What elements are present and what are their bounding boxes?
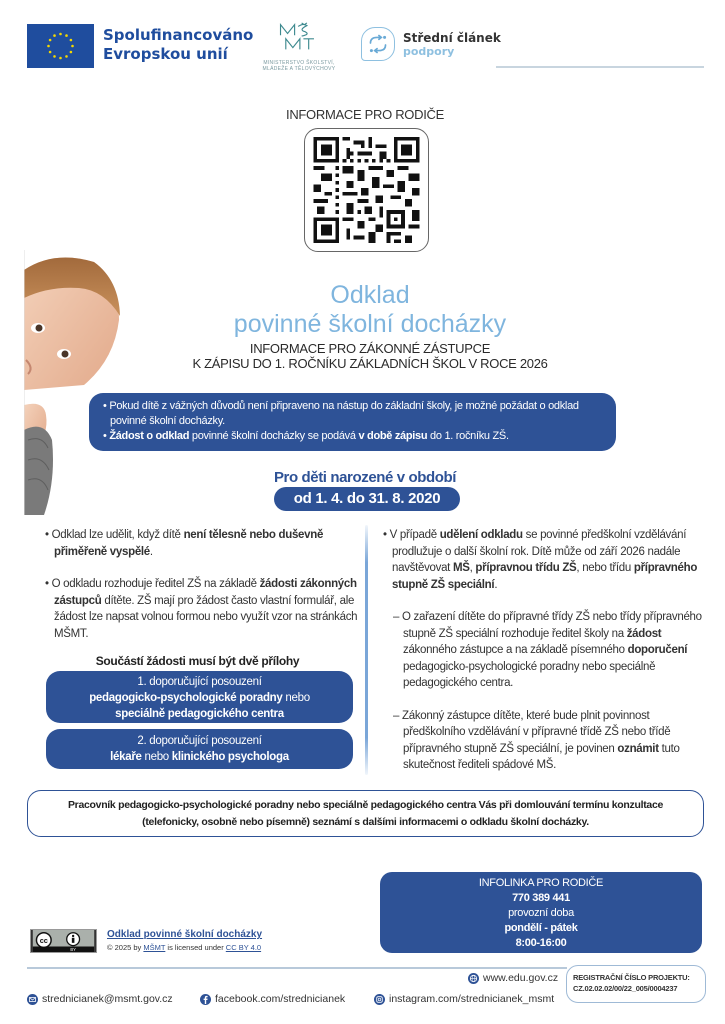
consultation-notice: Pracovník pedagogicko-psychologické poradny nebo speciálně pedagogického centra Vás při domlouvání termínu konzultace (telefonicky, osobně nebo písemně) seznámí s dalšími informacemi o odkladu školní docházky. xyxy=(27,790,704,837)
msmt-logo xyxy=(252,22,346,72)
eu-text-line1: Spolufinancováno xyxy=(103,26,254,44)
license-name-link[interactable]: CC BY 4.0 xyxy=(225,943,262,952)
title-line2: povinné školní docházky xyxy=(233,310,507,338)
title-line1: Odklad xyxy=(330,281,410,309)
infoline-title: INFOLINKA PRO RODIČE xyxy=(478,877,604,889)
license-author-link[interactable]: MŠMT xyxy=(143,943,166,952)
intro-bullet-1: • Pokud dítě z vážných důvodů není připraveno na nástup do základní školy, je možné požádat o odklad xyxy=(103,400,579,412)
stredni-clanek-logo-icon xyxy=(361,27,395,61)
qr-code-icon xyxy=(313,137,420,243)
qr-label: INFORMACE PRO RODIČE xyxy=(286,107,444,122)
svg-text:BY: BY xyxy=(70,947,76,952)
intro-box: • Pokud dítě z vážných důvodů není připraveno na nástup do základní školy, je možné požádat o odklad povinné školní docházky. • Žádost o odklad povinné školní docházky se podává v době zápisu do 1. ročníku ZŠ. xyxy=(89,393,616,451)
license-work-title-link[interactable]: Odklad povinné školní docházky xyxy=(107,929,263,940)
attachment-2-box: 2. doporučující posouzení lékaře nebo klinického psychologa xyxy=(46,729,353,769)
cc-by-badge-icon[interactable] xyxy=(30,929,97,953)
project-registration-box: REGISTRAČNÍ ČÍSLO PROJEKTU: CZ.02.02.02/00/22_005/0004237 xyxy=(566,965,706,1003)
infoline-box xyxy=(380,872,702,953)
svg-text:cc: cc xyxy=(39,935,48,945)
eu-flag-logo xyxy=(27,24,94,68)
infoline-hours-label: provozní doba xyxy=(508,907,574,919)
infoline-days: pondělí - pátek xyxy=(504,922,578,934)
stredni-clanek-logo-text: Střední článek podpory xyxy=(403,31,501,58)
infoline-hours: 8:00-16:00 xyxy=(515,937,567,949)
qr-code[interactable] xyxy=(304,128,429,252)
footer-instagram-link[interactable]: instagram.com/strednicianek_msmt xyxy=(374,993,554,1005)
period-label: Pro děti narozené v období xyxy=(273,469,457,486)
right-dash-2: – Zákonný zástupce dítěte, které bude plnit povinnost předškolního vzdělávání v přípravné třídě ZŠ nebo třídě přípravného stupně ZŠ speciální, je povinen oznámit tuto skutečnost řediteli spádové MŠ. xyxy=(393,709,680,771)
subtitle: INFORMACE PRO ZÁKONNÉ ZÁSTUPCE K ZÁPISU DO 1. ROČNÍKU ZÁKLADNÍCH ŠKOL V ROCE 2026 xyxy=(192,341,548,371)
attachment-1-box: 1. doporučující posouzení pedagogicko-psychologické poradny nebo speciálně pedagogického centra xyxy=(46,671,353,723)
period-range-badge: od 1. 4. do 31. 8. 2020 xyxy=(274,487,460,511)
email-icon xyxy=(27,994,38,1005)
footer-facebook-link[interactable]: facebook.com/strednicianek xyxy=(200,993,345,1005)
left-bullet-1: • Odklad lze udělit, když dítě není tělesně nebo duševně přiměřeně vyspělé. xyxy=(45,529,324,558)
facebook-icon xyxy=(200,994,211,1005)
column-divider xyxy=(365,525,368,775)
peeking-child-photo xyxy=(24,250,124,515)
license-line: © 2025 by MŠMT is licensed under CC BY 4.0 xyxy=(107,943,262,952)
footer-divider xyxy=(27,967,567,969)
attachments-heading: Součástí žádosti musí být dvě přílohy xyxy=(95,654,300,668)
right-dash-1: – O zařazení dítěte do přípravné třídy ZŠ nebo třídy přípravného stupně ZŠ speciální rozhoduje ředitel školy na žádost zákonného zástupce a na základě písemného doporučení pedagogicko-psychologické poradny nebo speciálně pedagogického centra. xyxy=(393,611,702,689)
infoline-phone[interactable]: 770 389 441 xyxy=(512,892,570,904)
right-column xyxy=(383,527,703,790)
msmt-monogram-icon xyxy=(277,22,321,52)
eu-cofinanced-text xyxy=(103,26,253,64)
left-bullet-2: • O odkladu rozhoduje ředitel ZŠ na základě žádosti zákonných zástupců dítěte. ZŠ mají pro žádost často vlastní formulář, ale žádost lze napsat volnou formou nebo využít vzor na stránkách MŠMT. xyxy=(45,578,358,640)
msmt-logo-mark xyxy=(252,22,346,54)
right-bullet-1: • V případě udělení odkladu se povinné předškolní vzdělávání prodlužuje o další školní rok. Dítě může od září 2026 nadále navštěvovat MŠ, přípravnou třídu ZŠ, nebo třídu přípravného stupně ZŠ speciální. xyxy=(383,529,698,591)
left-column xyxy=(45,527,365,658)
footer-email-link[interactable]: strednicianek@msmt.gov.cz xyxy=(27,993,173,1005)
header-divider xyxy=(496,66,704,68)
globe-icon xyxy=(468,973,479,984)
eu-stars-icon xyxy=(27,24,94,68)
eu-text-line2: Evropskou unií xyxy=(103,45,228,63)
intro-bullet-2: • Žádost o odklad povinné školní docházky se podává v době zápisu do 1. ročníku ZŠ. xyxy=(103,430,509,442)
instagram-icon xyxy=(374,994,385,1005)
footer-web-link[interactable]: www.edu.gov.cz xyxy=(468,972,558,984)
msmt-logo-subtitle: MINISTERSTVO ŠKOLSTVÍ, MLÁDEŽE A TĚLOVÝCHOVY xyxy=(262,60,336,72)
